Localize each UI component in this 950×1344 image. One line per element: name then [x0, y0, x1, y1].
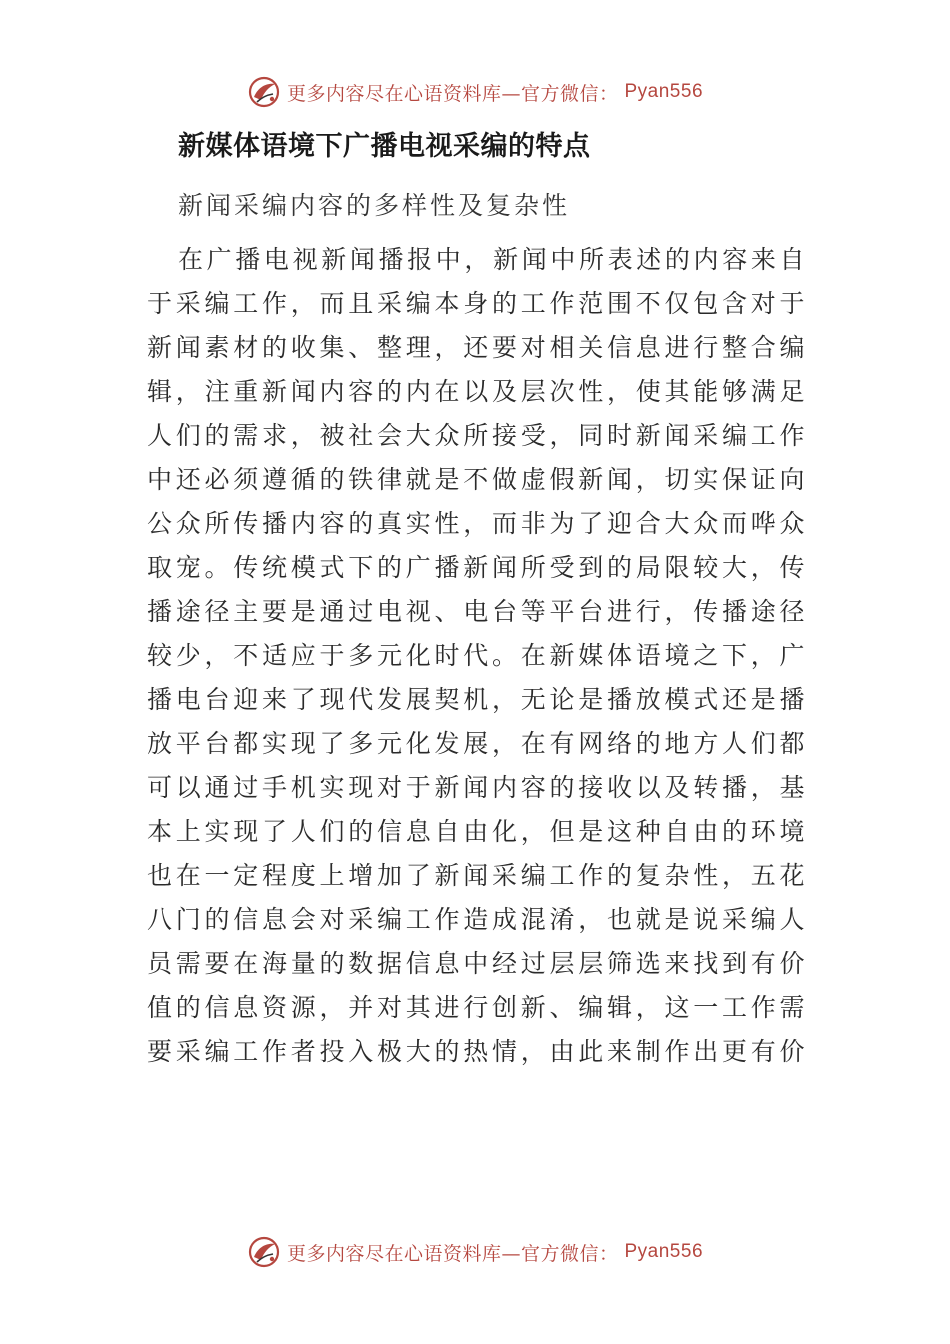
- paragraph-line: 辑，注重新闻内容的内在以及层次性，使其能够满足: [147, 377, 807, 406]
- paragraph-line: 在广播电视新闻播报中，新闻中所表述的内容来自: [178, 245, 807, 274]
- brand-logo-icon: [247, 1235, 281, 1269]
- paragraph-line: 播电台迎来了现代发展契机，无论是播放模式还是播: [147, 685, 807, 714]
- watermark-text: 更多内容尽在心语资料库—官方微信：: [286, 82, 619, 105]
- paragraph-line: 放平台都实现了多元化发展，在有网络的地方人们都: [147, 729, 807, 758]
- watermark-wechat-id: Pyan556: [624, 81, 704, 102]
- brand-logo-icon: [247, 75, 281, 109]
- paragraph-line: 人们的需求，被社会大众所接受，同时新闻采编工作: [147, 421, 807, 450]
- paragraph-line: 公众所传播内容的真实性，而非为了迎合大众而哗众: [147, 509, 807, 538]
- paragraph-line: 较少，不适应于多元化时代。在新媒体语境之下，广: [147, 641, 807, 670]
- paragraph-line: 值的信息资源，并对其进行创新、编辑，这一工作需: [147, 993, 807, 1022]
- paragraph-line: 也在一定程度上增加了新闻采编工作的复杂性，五花: [147, 861, 807, 890]
- paragraph-line: 员需要在海量的数据信息中经过层层筛选来找到有价: [147, 949, 807, 978]
- paragraph-line: 本上实现了人们的信息自由化，但是这种自由的环境: [147, 817, 807, 846]
- paragraph-line: 新闻素材的收集、整理，还要对相关信息进行整合编: [147, 333, 807, 362]
- paragraph-line: 可以通过手机实现对于新闻内容的接收以及转播，基: [147, 773, 807, 802]
- section-heading: 新闻采编内容的多样性及复杂性: [178, 191, 571, 220]
- watermark-banner-bottom: [0, 1232, 950, 1272]
- paragraph-line: 八门的信息会对采编工作造成混淆，也就是说采编人: [147, 905, 807, 934]
- watermark-banner-top: [0, 72, 950, 112]
- paragraph-line: 要采编工作者投入极大的热情，由此来制作出更有价: [147, 1037, 807, 1066]
- watermark-wechat-id: Pyan556: [624, 1241, 704, 1262]
- paragraph-line: 中还必须遵循的铁律就是不做虚假新闻，切实保证向: [147, 465, 807, 494]
- paragraph-line: 于采编工作，而且采编本身的工作范围不仅包含对于: [147, 289, 807, 318]
- body-paragraph: [147, 238, 807, 1074]
- paragraph-line: 播途径主要是通过电视、电台等平台进行，传播途径: [147, 597, 807, 626]
- watermark-text: 更多内容尽在心语资料库—官方微信：: [286, 1242, 619, 1265]
- paragraph-line: 取宠。传统模式下的广播新闻所受到的局限较大，传: [147, 553, 807, 582]
- document-title: 新媒体语境下广播电视采编的特点: [178, 131, 591, 162]
